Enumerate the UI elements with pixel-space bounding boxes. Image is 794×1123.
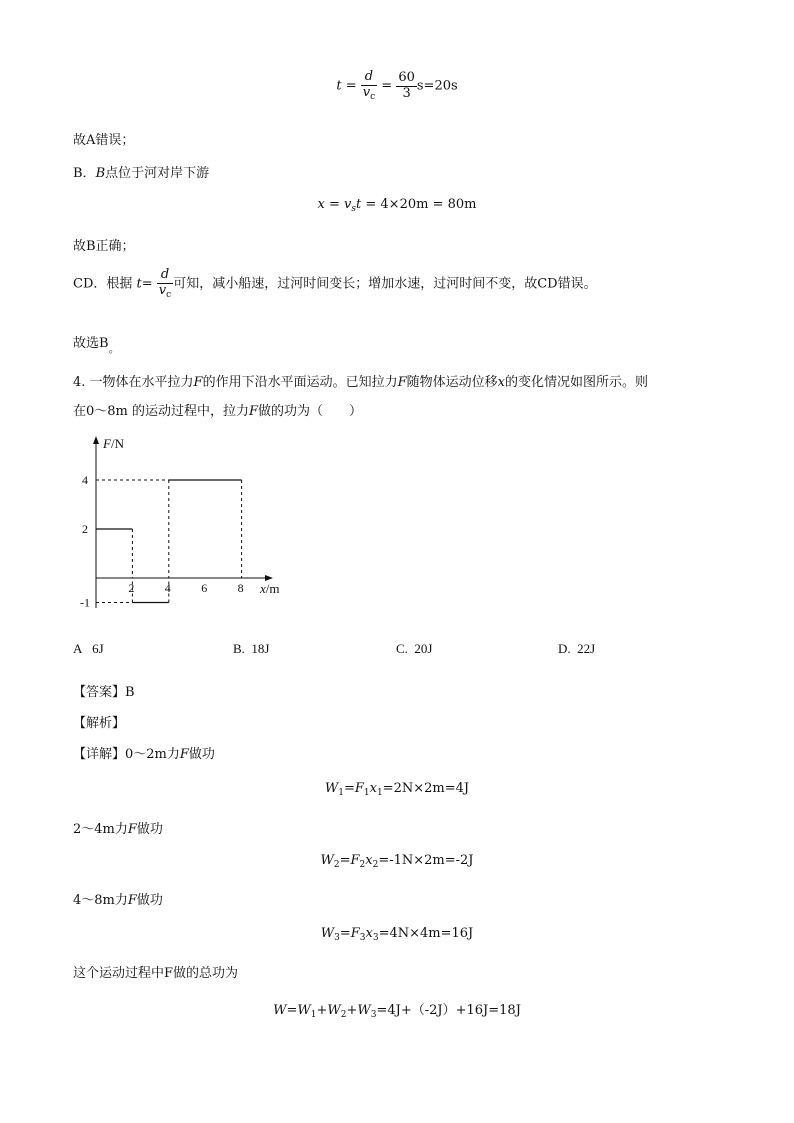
equation-t: t = $\frac{d}{v_c}$ = $\frac{60}{3}$ s=20s: [336, 69, 458, 102]
equation-w1: $W_1=F_1x_1=2N\times 2m=4J$: [324, 781, 470, 798]
option-a[interactable]: A 6J: [73, 641, 104, 656]
option-b[interactable]: B. 18J: [233, 641, 270, 656]
b-correct-text: 故B正确；: [73, 239, 135, 254]
equation-total: $W=W_1+W_2+W_3=4J+(-2J)+16J=18J$: [273, 1003, 521, 1020]
choose-b-text: 故选$B_。$: [73, 336, 120, 355]
option-c[interactable]: C. 20J: [396, 641, 433, 656]
analysis-tag: 【解析】: [73, 716, 126, 731]
force-displacement-chart: [70, 428, 300, 618]
detail-line: 【详解】0～2m力F做功: [73, 747, 215, 762]
answer-tag: 【答案】: [73, 685, 126, 700]
y-axis-arrow: [93, 436, 99, 444]
x-tick-label-6: 6: [201, 581, 208, 595]
b-position-text: B．B点位于河对岸下游: [73, 166, 210, 181]
segment-3-line: 4～8m力F做功: [73, 893, 163, 908]
x-tick-label-2: 2: [128, 581, 135, 595]
equation-w2: $W_2=F_2x_2=-1N\times 2m=-2J$: [320, 853, 474, 870]
segment-2-line: 2～4m力F做功: [73, 822, 163, 837]
y-tick-label-2: 2: [82, 522, 88, 536]
y-axis-label: F/N: [103, 436, 124, 451]
equation-x: $x = v_st = 4\times 20m = 80m$: [317, 197, 477, 214]
question-4-line-1: 4. 一物体在水平拉力F的作用下沿水平面运动。已知拉力F随物体运动位移x的变化情况如图所示。则: [73, 375, 648, 390]
y-tick-label-4: 4: [82, 473, 88, 487]
y-tick-label--1: -1: [80, 595, 90, 610]
equation-w3: $W_3=F_3x_3=4N\times 4m=16J$: [320, 926, 474, 943]
answer-line: [73, 681, 135, 700]
fraction-d-over-vc: $\frac{d}{v_c}$: [362, 69, 376, 102]
question-4-line-2: 在0～8m 的运动过程中，拉力F做的功为（ ）: [73, 404, 363, 419]
fraction-60-over-3: $\frac{60}{3}$: [398, 69, 415, 101]
fraction-d-over-vc-inline: $\frac{d}{v_c}$: [158, 267, 172, 300]
x-axis-label: x/m: [260, 581, 280, 596]
cd-reasoning-text: CD．根据 t= $\frac{d}{v_c}$ 可知，减小船速，过河时间变长；增加水速，过河时间不变，故CD错误。: [73, 267, 597, 300]
x-tick-label-8: 8: [237, 581, 244, 595]
answer-value: B: [125, 685, 135, 700]
x-tick-label-4: 4: [164, 581, 171, 595]
a-wrong-text: 故A错误；: [73, 133, 135, 148]
total-work-text: 这个运动过程中F做的总功为: [73, 966, 239, 981]
option-d[interactable]: D. 22J: [558, 641, 596, 656]
